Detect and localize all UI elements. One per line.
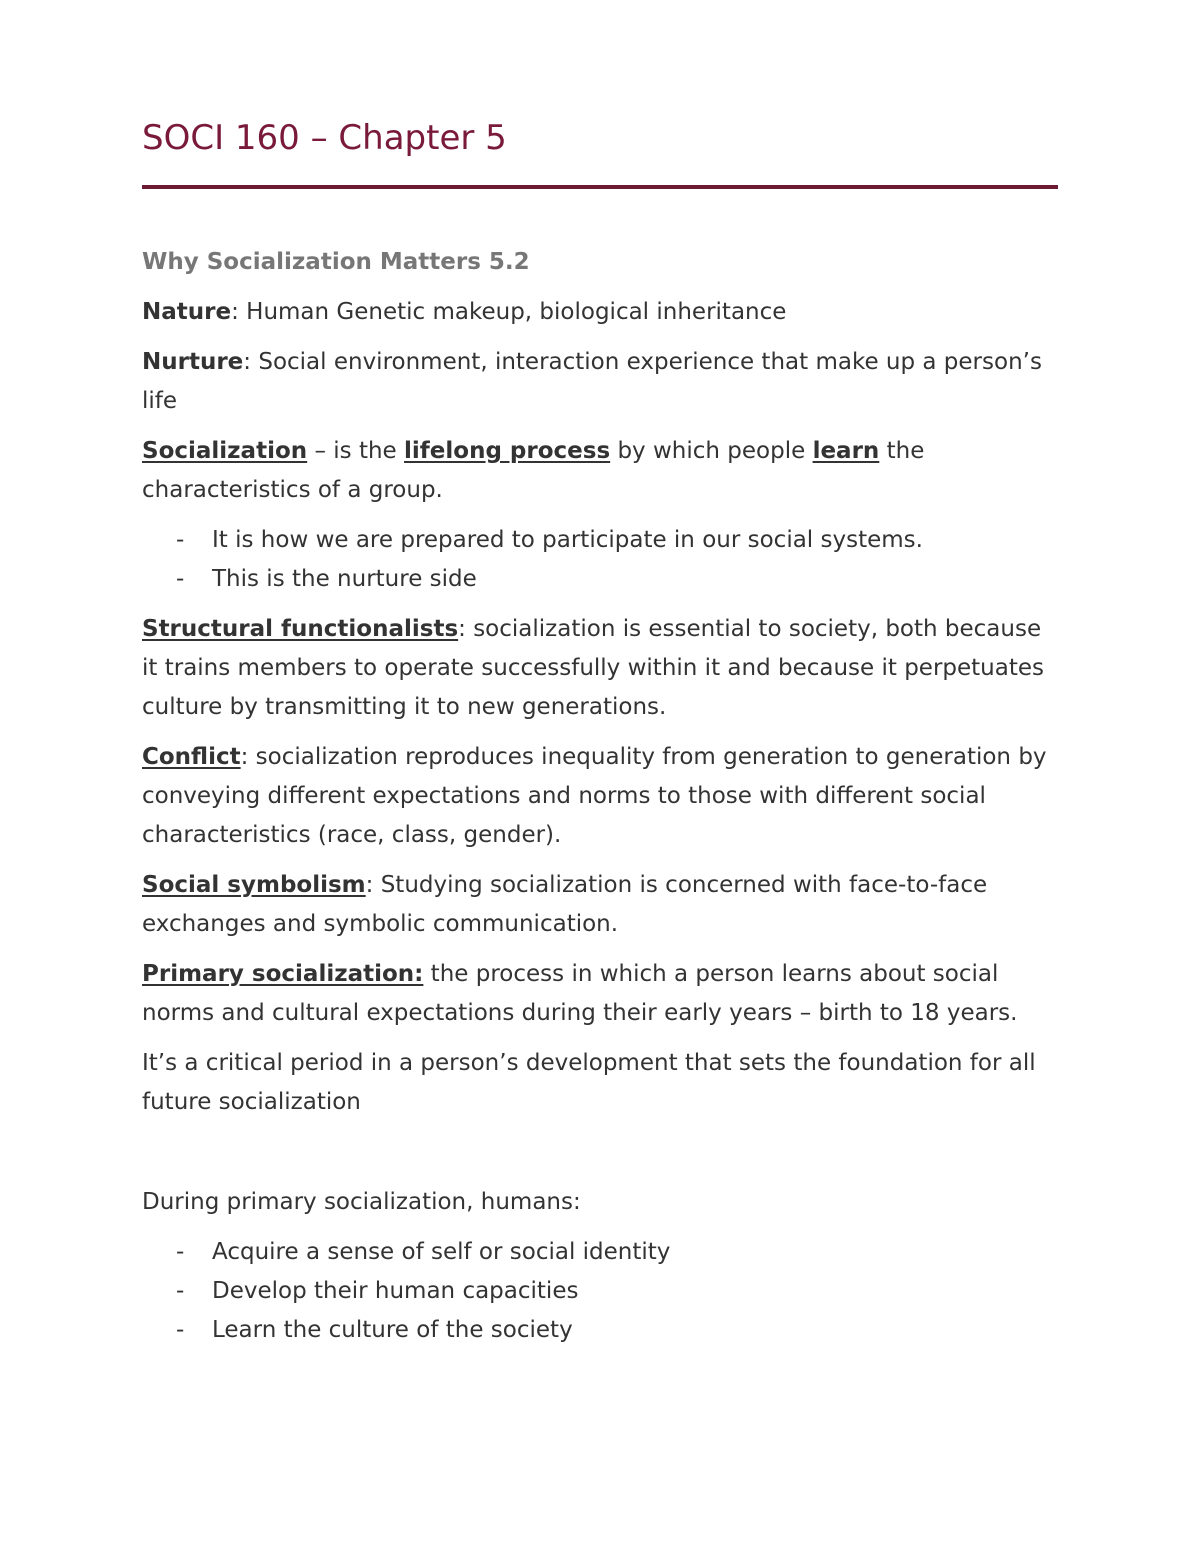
section-heading: Why Socialization Matters 5.2 <box>142 249 530 275</box>
critical-period-paragraph: It’s a critical period in a person’s development that sets the foundation for all future socialization <box>142 1050 1036 1115</box>
dash-bullet-icon: - <box>176 1278 185 1304</box>
during-primary-intro: During primary socialization, humans: <box>142 1189 581 1215</box>
primary-socialization-bullet-list <box>142 1233 1058 1350</box>
list-item-text: Acquire a sense of self or social identity <box>212 1239 671 1265</box>
dash-bullet-icon: - <box>176 1239 185 1265</box>
conflict-term: Conflict <box>142 744 241 770</box>
document-title: SOCI 160 – Chapter 5 <box>142 118 507 158</box>
list-item <box>142 1272 1058 1311</box>
social-symbolism-term: Social symbolism <box>142 872 366 898</box>
conflict-definition <box>142 738 1058 855</box>
dash-bullet-icon: - <box>176 566 185 592</box>
document-body <box>142 243 1058 1361</box>
list-item-text: Develop their human capacities <box>212 1278 579 1304</box>
socialization-text-3: the characteristics of a group. <box>142 438 925 503</box>
title-underline-rule <box>142 185 1058 189</box>
conflict-text: : socialization reproduces inequality from generation to generation by conveying different expectations and norms to those with different social characteristics (race, class, gender). <box>142 744 1047 848</box>
socialization-term: Socialization <box>142 438 308 464</box>
social-symbolism-text: : Studying socialization is concerned with face-to-face exchanges and symbolic communication. <box>142 872 988 937</box>
nurture-definition <box>142 343 1058 421</box>
list-item <box>142 560 1058 599</box>
blank-line <box>142 1133 1058 1183</box>
lifelong-process-emphasis: lifelong process <box>404 438 611 464</box>
structural-functionalists-term: Structural functionalists <box>142 616 459 642</box>
learn-emphasis: learn <box>812 438 880 464</box>
primary-socialization-term: Primary socialization: <box>142 961 424 987</box>
list-item <box>142 1233 1058 1272</box>
primary-socialization-definition <box>142 955 1058 1033</box>
nature-term: Nature <box>142 299 232 325</box>
socialization-definition <box>142 432 1058 510</box>
nature-definition <box>142 293 1058 332</box>
social-symbolism-definition <box>142 866 1058 944</box>
structural-functionalists-definition <box>142 610 1058 727</box>
list-item-text: Learn the culture of the society <box>212 1317 573 1343</box>
socialization-bullet-list <box>142 521 1058 599</box>
socialization-text-1: – is the <box>307 438 405 464</box>
structural-functionalists-text: : socialization is essential to society, both because it trains members to operate successfully within it and because it perpetuates culture by transmitting it to new generations. <box>142 616 1045 720</box>
dash-bullet-icon: - <box>176 1317 185 1343</box>
list-item <box>142 1311 1058 1350</box>
dash-bullet-icon: - <box>176 527 185 553</box>
list-item-text: This is the nurture side <box>212 566 477 592</box>
primary-socialization-text: the process in which a person learns about social norms and cultural expectations during their early years – birth to 18 years. <box>142 961 1018 1026</box>
list-item <box>142 521 1058 560</box>
nurture-text: : Social environment, interaction experience that make up a person’s life <box>142 349 1042 414</box>
nurture-term: Nurture <box>142 349 244 375</box>
list-item-text: It is how we are prepared to participate in our social systems. <box>212 527 923 553</box>
nature-text: : Human Genetic makeup, biological inheritance <box>231 299 787 325</box>
socialization-text-2: by which people <box>610 438 813 464</box>
